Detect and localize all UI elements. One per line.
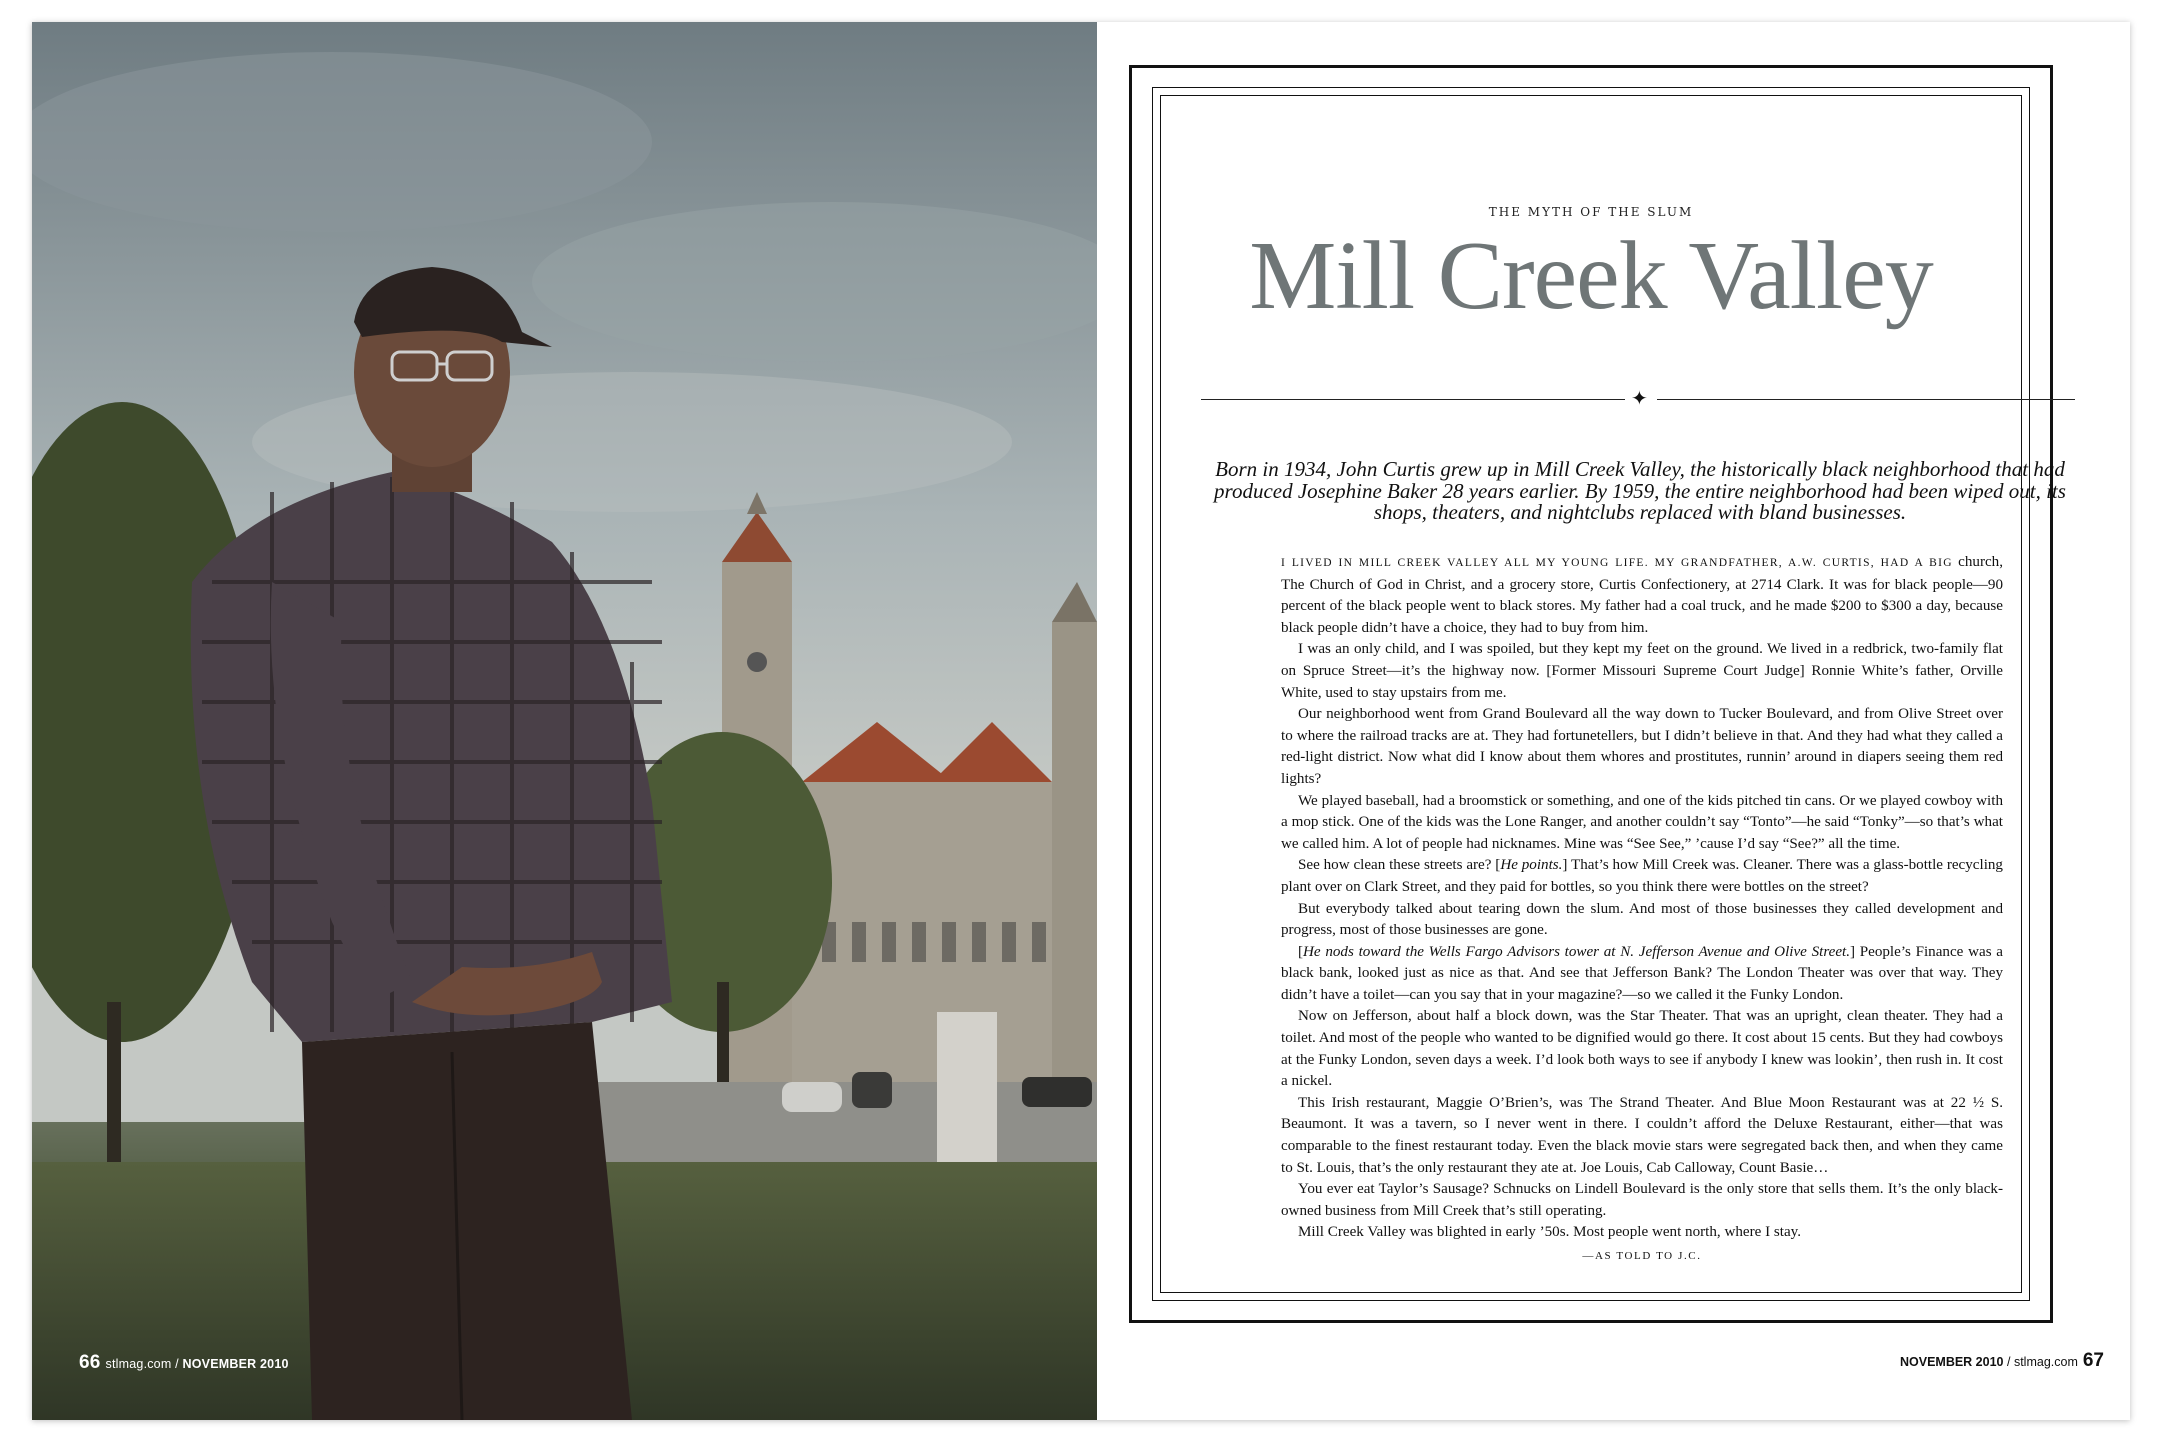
- body-text-span: ] That’s how Mill Creek was. Cleaner. There was a glass-bottle recycling plant over on Clark Street, and they paid for bottles, so you think there were bottles on the street?: [1281, 857, 2003, 895]
- divider-line-right: [1657, 399, 2075, 400]
- body-paragraph: You ever eat Taylor’s Sausage? Schnucks on Lindell Boulevard is the only store that sells them. It’s the only black-owned business from Mill Creek that’s still operating.: [1281, 1181, 2003, 1219]
- folio-date: NOVEMBER 2010: [182, 1357, 289, 1371]
- folio-site: stlmag.com: [2013, 1355, 2078, 1369]
- body-paragraph: [1281, 942, 2003, 1007]
- body-text-span: [: [1298, 943, 1304, 960]
- page-number: 67: [2082, 1350, 2104, 1371]
- body-text-span: ] People’s Finance was a black bank, looked just as nice as that. And see that Jefferson Bank? The London Theater was over that way. They didn’t have a toilet—can you say that in your magazine?—so we called it the Funky London.: [1281, 943, 2003, 1003]
- body-text-span: See how clean these streets are? [: [1298, 857, 1501, 874]
- body-paragraph: I was an only child, and I was spoiled, but they kept my feet on the ground. We lived in a redbrick, two-family flat on Spruce Street—it’s the highway now. [Former Missouri Supreme Court Judge] Ronnie White’s father, Orville White, used to stay upstairs from me.: [1281, 641, 2003, 701]
- portrait-photo: [32, 22, 1097, 1420]
- stage-direction: He points.: [1500, 857, 1563, 874]
- page-number: 66: [79, 1352, 101, 1373]
- article-headline: Mill Creek Valley: [1249, 222, 1933, 330]
- body-paragraph: Our neighborhood went from Grand Boulevard all the way down to Tucker Boulevard, and from Olive Street over to where the railroad tracks are at. They had fortunetellers, but I didn’t believe in that. And they had what they called a red-light district. Now what did I know about them whores and prostitutes, runnin’ around in diapers seeing them red lights?: [1281, 706, 2003, 787]
- lead-in-smallcaps: I LIVED IN MILL CREEK VALLEY ALL MY YOUNG LIFE. MY GRANDFATHER, A.W. CURTIS, HAD A BIG: [1281, 557, 1953, 569]
- section-kicker: THE MYTH OF THE SLUM: [1488, 205, 1694, 219]
- body-paragraph: We played baseball, had a broomstick or something, and one of the kids pitched tin cans. Or we played cowboy with a mop stick. One of the kids was the Lone Ranger, and another couldn’t say “Tonto”—he said “Tonky”—so that’s what we called him. A lot of people had nicknames. Mine was “See See,” ’cause I’d say “See?” all the time.: [1281, 792, 2003, 852]
- folio-separator: /: [175, 1357, 179, 1371]
- page-folio-right: [1900, 1350, 2104, 1372]
- article-credit: —AS TOLD TO J.C.: [1582, 1250, 1702, 1262]
- star-ornament-icon: ✦: [1631, 386, 1648, 410]
- body-paragraph: But everybody talked about tearing down the slum. And most of those businesses they called development and progress, most of those businesses are gone.: [1281, 900, 2003, 939]
- body-paragraph: [1281, 855, 2003, 898]
- folio-site: stlmag.com: [105, 1357, 172, 1371]
- stage-direction: He nods toward the Wells Fargo Advisors tower at N. Jefferson Avenue and Olive Street.: [1303, 943, 1850, 960]
- folio-date: NOVEMBER 2010: [1899, 1355, 2004, 1369]
- body-paragraph: Mill Creek Valley was blighted in early ’50s. Most people went north, where I stay.: [1298, 1224, 1802, 1241]
- article-deck: Born in 1934, John Curtis grew up in Mill Creek Valley, the historically black neighborhood that had produced Josephine Baker 28 years earlier. By 1959, the entire neighborhood had been wiped out, its shops, theaters, and nightclubs replaced with bland businesses.: [1214, 457, 2066, 524]
- page-folio-left: [79, 1352, 289, 1374]
- folio-separator: /: [2006, 1355, 2011, 1369]
- body-paragraph: Now on Jefferson, about half a block down, was the Star Theater. That was an upright, clean theater. They had a toilet. And most of the people who wanted to be dignified would go there. It cost about 15 cents. But they had cowboys at the Funky London, seven days a week. I’d look both ways to see if anybody I knew was lookin’, then rush in. It cost a nickel.: [1281, 1008, 2003, 1090]
- body-paragraph: This Irish restaurant, Maggie O’Brien’s, was The Strand Theater. And Blue Moon Restaurant was at 22 ½ S. Beaumont. It was a tavern, so I never went in there. I couldn’t afford the Deluxe Restaurant, either—that was comparable to the finest restaurant today. Even the black movie stars were segregated back then, and when they came to St. Louis, that’s the only restaurant they ate at. Joe Louis, Cab Calloway, Count Basie…: [1281, 1094, 2003, 1176]
- body-paragraph-text: church, The Church of God in Christ, and a grocery store, Curtis Confectionery, at 2714 Clark. It was for black people—90 percent of the black people went to black stores. My father had a coal truck, and he made $200 to $300 a day, because black people didn’t have a choice, they had to buy from him.: [1281, 554, 2003, 636]
- photo-illustration: [32, 22, 1097, 1420]
- divider-line-left: [1201, 399, 1625, 400]
- ornamental-divider: [1201, 386, 2075, 410]
- article-body: [1281, 552, 2003, 1268]
- body-paragraph: [1281, 552, 2003, 639]
